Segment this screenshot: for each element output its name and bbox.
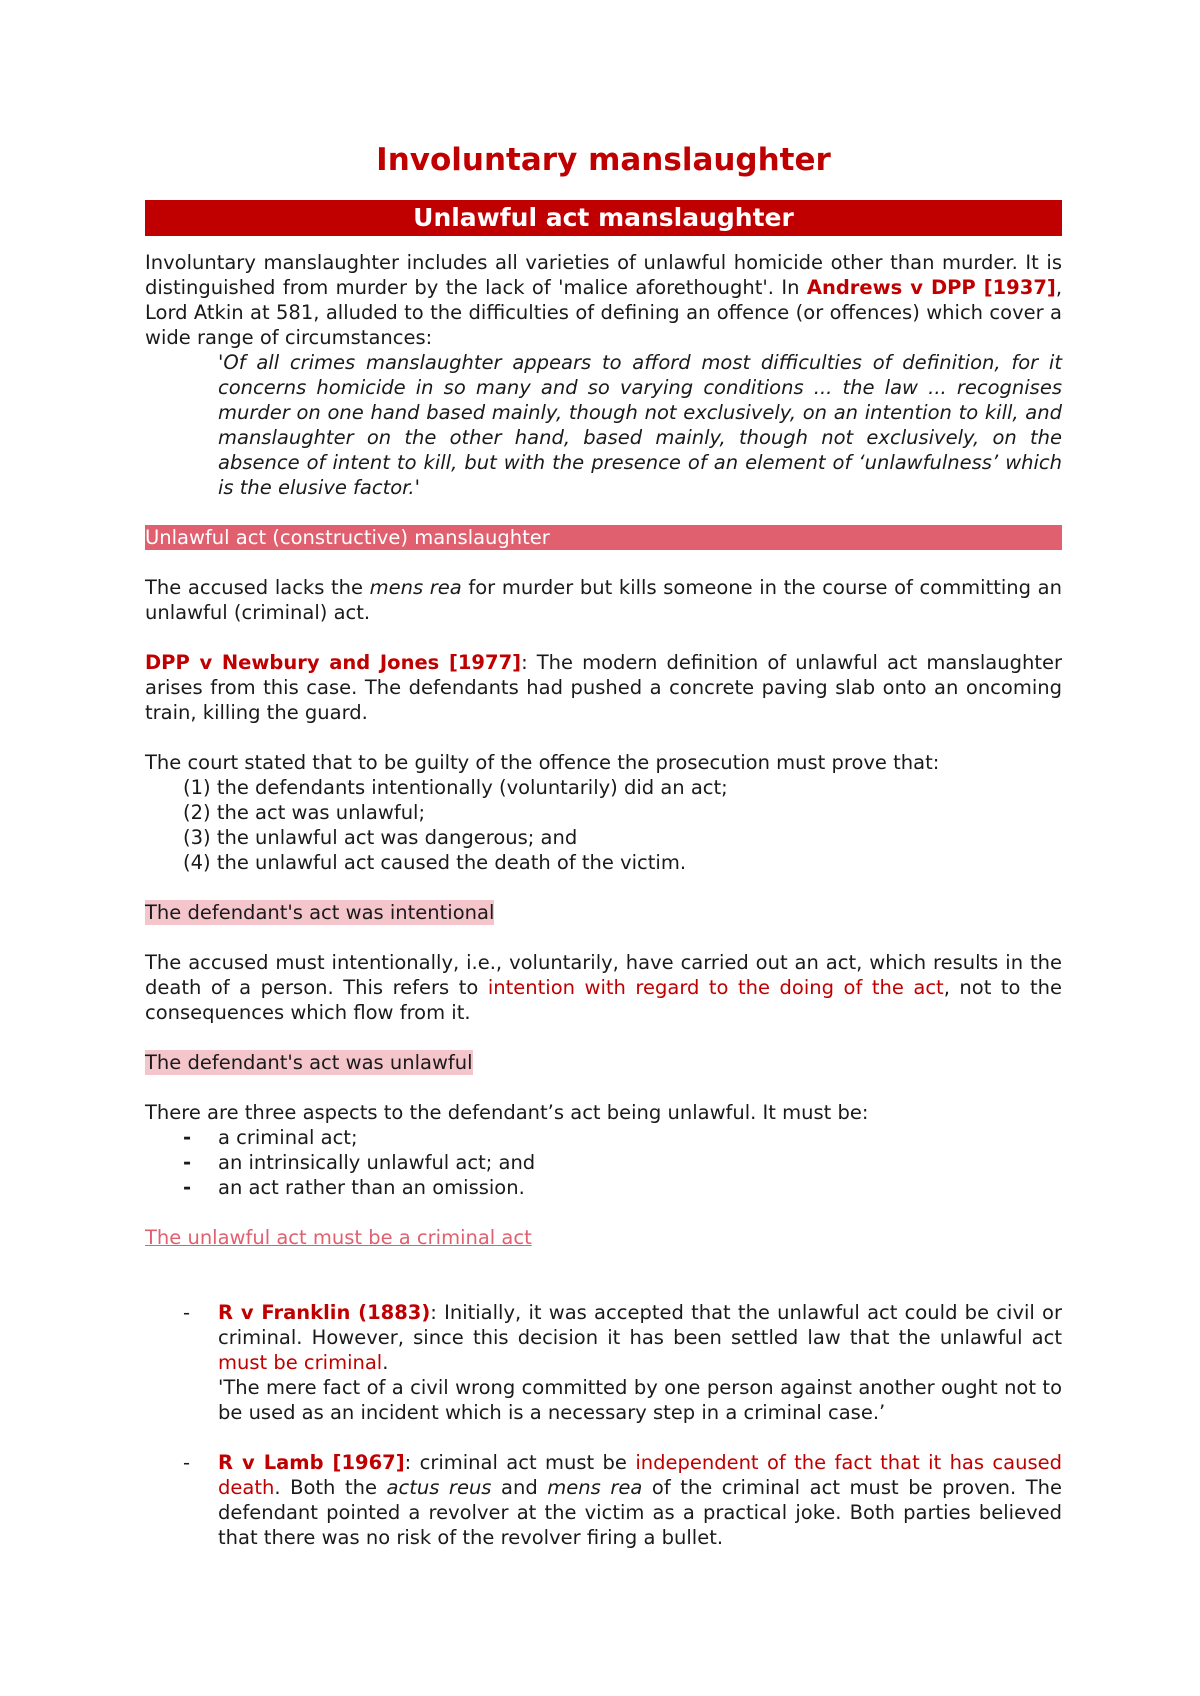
- italic-term: actus reus: [386, 1476, 492, 1499]
- page-title: Involuntary manslaughter: [376, 142, 831, 178]
- heading-criminal-act: The unlawful act must be a criminal act: [145, 1226, 532, 1249]
- para-text: of the criminal act must be proven. The defendant pointed a revolver at the victim as a practical joke. Both parties believed that there was no risk of the revolver firing a bullet.: [218, 1476, 1062, 1549]
- intro-paragraph: [145, 250, 1062, 350]
- case-name: DPP v Newbury and Jones [1977]: [145, 651, 522, 674]
- list-item-text: an intrinsically unlawful act; and: [218, 1151, 536, 1174]
- list-item: [145, 1125, 1062, 1150]
- para-text: The accused must intentionally, i.e., voluntarily, have carried out an act, which results in the death of a person. This refers to: [145, 951, 1062, 999]
- para-text: .: [382, 1351, 389, 1374]
- unlawful-intro-paragraph: There are three aspects to the defendant’s act being unlawful. It must be:: [145, 1101, 869, 1124]
- para-text: , not to the consequences which flow from it.: [145, 976, 1062, 1024]
- para-text: : Initially, it was accepted that the unlawful act could be civil or criminal. However, since this decision it has been settled law that the unlawful act: [218, 1301, 1063, 1349]
- aspects-list: [145, 1125, 1062, 1200]
- list-item-text: a criminal act;: [218, 1126, 358, 1149]
- dash-bullet-icon: -: [183, 1126, 192, 1149]
- para-text: for murder but kills someone in the course of committing an unlawful (criminal) act.: [145, 576, 1062, 624]
- emphasis-text: must be criminal: [218, 1351, 383, 1374]
- para-text: and: [491, 1476, 548, 1499]
- cases-list: [145, 1300, 1062, 1550]
- list-item: (4) the unlawful act caused the death of the victim.: [183, 851, 687, 874]
- section-heading-bar: Unlawful act manslaughter: [145, 200, 1062, 236]
- dash-bullet-icon: -: [183, 1151, 192, 1174]
- court-stated-paragraph: The court stated that to be guilty of the offence the prosecution must prove that:: [145, 751, 940, 774]
- case-item-franklin: [145, 1300, 1062, 1425]
- para-text: . Both the: [274, 1476, 387, 1499]
- subheading-bar: Unlawful act (constructive) manslaughter: [145, 525, 1062, 550]
- intentional-paragraph: [145, 950, 1062, 1025]
- case-item-lamb: [145, 1450, 1062, 1550]
- italic-term: mens rea: [547, 1476, 643, 1499]
- intro-text: , Lord Atkin at 581, alluded to the difficulties of defining an offence (or offences) which cover a wide range of circumstances:: [145, 276, 1063, 349]
- para-text: : The modern definition of unlawful act manslaughter arises from this case. The defendants had pushed a concrete paving slab onto an oncoming train, killing the guard.: [145, 651, 1062, 724]
- list-item: [145, 1175, 1062, 1200]
- list-item-text: an act rather than an omission.: [218, 1176, 525, 1199]
- list-item: (3) the unlawful act was dangerous; and: [183, 826, 578, 849]
- dash-bullet-icon: -: [183, 1301, 191, 1324]
- mens-rea-paragraph: [145, 575, 1062, 625]
- heading-intentional: The defendant's act was intentional: [145, 901, 495, 924]
- intro-text: Involuntary manslaughter includes all varieties of unlawful homicide other than murder. It is distinguished from murder by the lack of 'malice aforethought'. In: [145, 251, 1062, 299]
- case-name: R v Lamb [1967]: [218, 1451, 405, 1474]
- emphasis-text: independent of the fact that it has caused death: [218, 1451, 1062, 1499]
- dash-bullet-icon: -: [183, 1176, 192, 1199]
- case-name: Andrews v DPP [1937]: [806, 276, 1056, 299]
- atkin-quote: 'Of all crimes manslaughter appears to afford most difficulties of definition, for it concerns homicide in so many and so varying conditions ... the law ... recognises murder on one hand based mainly, though not exclusively, on an intention to kill, and manslaughter on the other hand, based mainly, though not exclusively, on the absence of intent to kill, but with the presence of an element of ‘unlawfulness’ which is the elusive factor.': [218, 351, 1062, 499]
- dash-bullet-icon: -: [183, 1451, 191, 1474]
- heading-unlawful: The defendant's act was unlawful: [145, 1051, 473, 1074]
- elements-list: [183, 775, 1062, 875]
- list-item: (2) the act was unlawful;: [183, 801, 426, 824]
- newbury-paragraph: [145, 650, 1062, 725]
- list-item: (1) the defendants intentionally (voluntarily) did an act;: [183, 776, 728, 799]
- italic-term: mens rea: [369, 576, 462, 599]
- emphasis-text: intention with regard to the doing of the act: [487, 976, 944, 999]
- para-text: The accused lacks the: [145, 576, 370, 599]
- case-name: R v Franklin (1883): [218, 1301, 431, 1324]
- case-quote: 'The mere fact of a civil wrong committed by one person against another ought not to be used as an incident which is a necessary step in a criminal case.’: [218, 1376, 1062, 1424]
- para-text: : criminal act must be: [404, 1451, 636, 1474]
- list-item: [145, 1150, 1062, 1175]
